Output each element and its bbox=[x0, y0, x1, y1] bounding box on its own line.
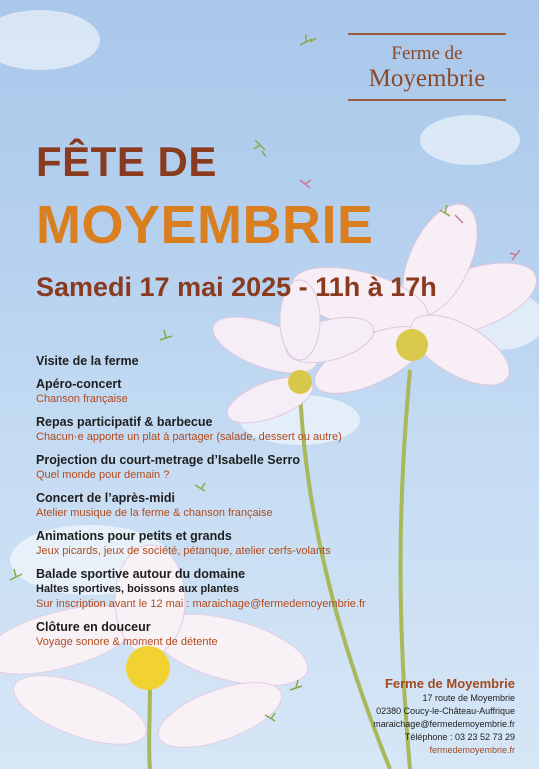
program-item bbox=[36, 376, 456, 407]
program-item-subtitle: Chacun·e apporte un plat à partager (salade, dessert ou autre) bbox=[36, 431, 342, 443]
program-item bbox=[36, 490, 456, 521]
program-item bbox=[36, 528, 456, 559]
program-list bbox=[36, 353, 456, 657]
logo-line-2: Moyembrie bbox=[368, 65, 486, 92]
program-item bbox=[36, 414, 456, 445]
contact-website[interactable]: fermedemoyembrie.fr bbox=[429, 745, 515, 755]
program-item-title: Repas participatif & barbecue bbox=[36, 415, 213, 429]
contact-address-1: 17 route de Moyembrie bbox=[422, 693, 515, 703]
program-item-subtitle: Quel monde pour demain ? bbox=[36, 469, 170, 481]
program-item-title: Visite de la ferme bbox=[36, 354, 139, 368]
contact-email[interactable]: maraichage@fermedemoyembrie.fr bbox=[373, 719, 515, 729]
program-item bbox=[36, 452, 456, 483]
program-item-title: Concert de l’après-midi bbox=[36, 491, 175, 505]
program-item-subtitle: Voyage sonore & moment de détente bbox=[36, 636, 218, 648]
program-item-subtitle: Jeux picards, jeux de société, pétanque, atelier cerfs-volants bbox=[36, 545, 331, 557]
contact-address-2: 02380 Coucy-le-Château-Auffrique bbox=[376, 706, 515, 716]
program-item-subtitle: Sur inscription avant le 12 mai : maraichage@fermedemoyembrie.fr bbox=[36, 598, 366, 610]
program-item-detail: Haltes sportives, boissons aux plantes bbox=[36, 583, 239, 595]
title-line-1: FÊTE DE bbox=[36, 138, 217, 185]
contact-block bbox=[295, 675, 515, 757]
event-date: Samedi 17 mai 2025 - 11h à 17h bbox=[36, 272, 437, 302]
contact-name: Ferme de Moyembrie bbox=[384, 676, 515, 691]
title-line-2: MOYEMBRIE bbox=[36, 195, 374, 255]
contact-phone: Téléphone : 03 23 52 73 29 bbox=[404, 732, 515, 742]
program-item bbox=[36, 619, 456, 650]
program-item-subtitle: Chanson française bbox=[36, 393, 128, 405]
farm-logo bbox=[348, 33, 506, 101]
program-item-subtitle: Atelier musique de la ferme & chanson française bbox=[36, 507, 273, 519]
logo-line-1: Ferme de bbox=[391, 43, 463, 64]
program-item-title: Apéro-concert bbox=[36, 377, 122, 391]
logo-top-rule bbox=[348, 33, 506, 35]
logo-bottom-rule bbox=[348, 99, 506, 101]
program-item-title: Clôture en douceur bbox=[36, 620, 151, 634]
program-item bbox=[36, 353, 456, 369]
program-item-title: Projection du court-metrage d’Isabelle Serro bbox=[36, 453, 300, 467]
program-item-title: Animations pour petits et grands bbox=[36, 529, 232, 543]
program-item-title: Balade sportive autour du domaine bbox=[36, 567, 246, 581]
program-item bbox=[36, 566, 456, 612]
